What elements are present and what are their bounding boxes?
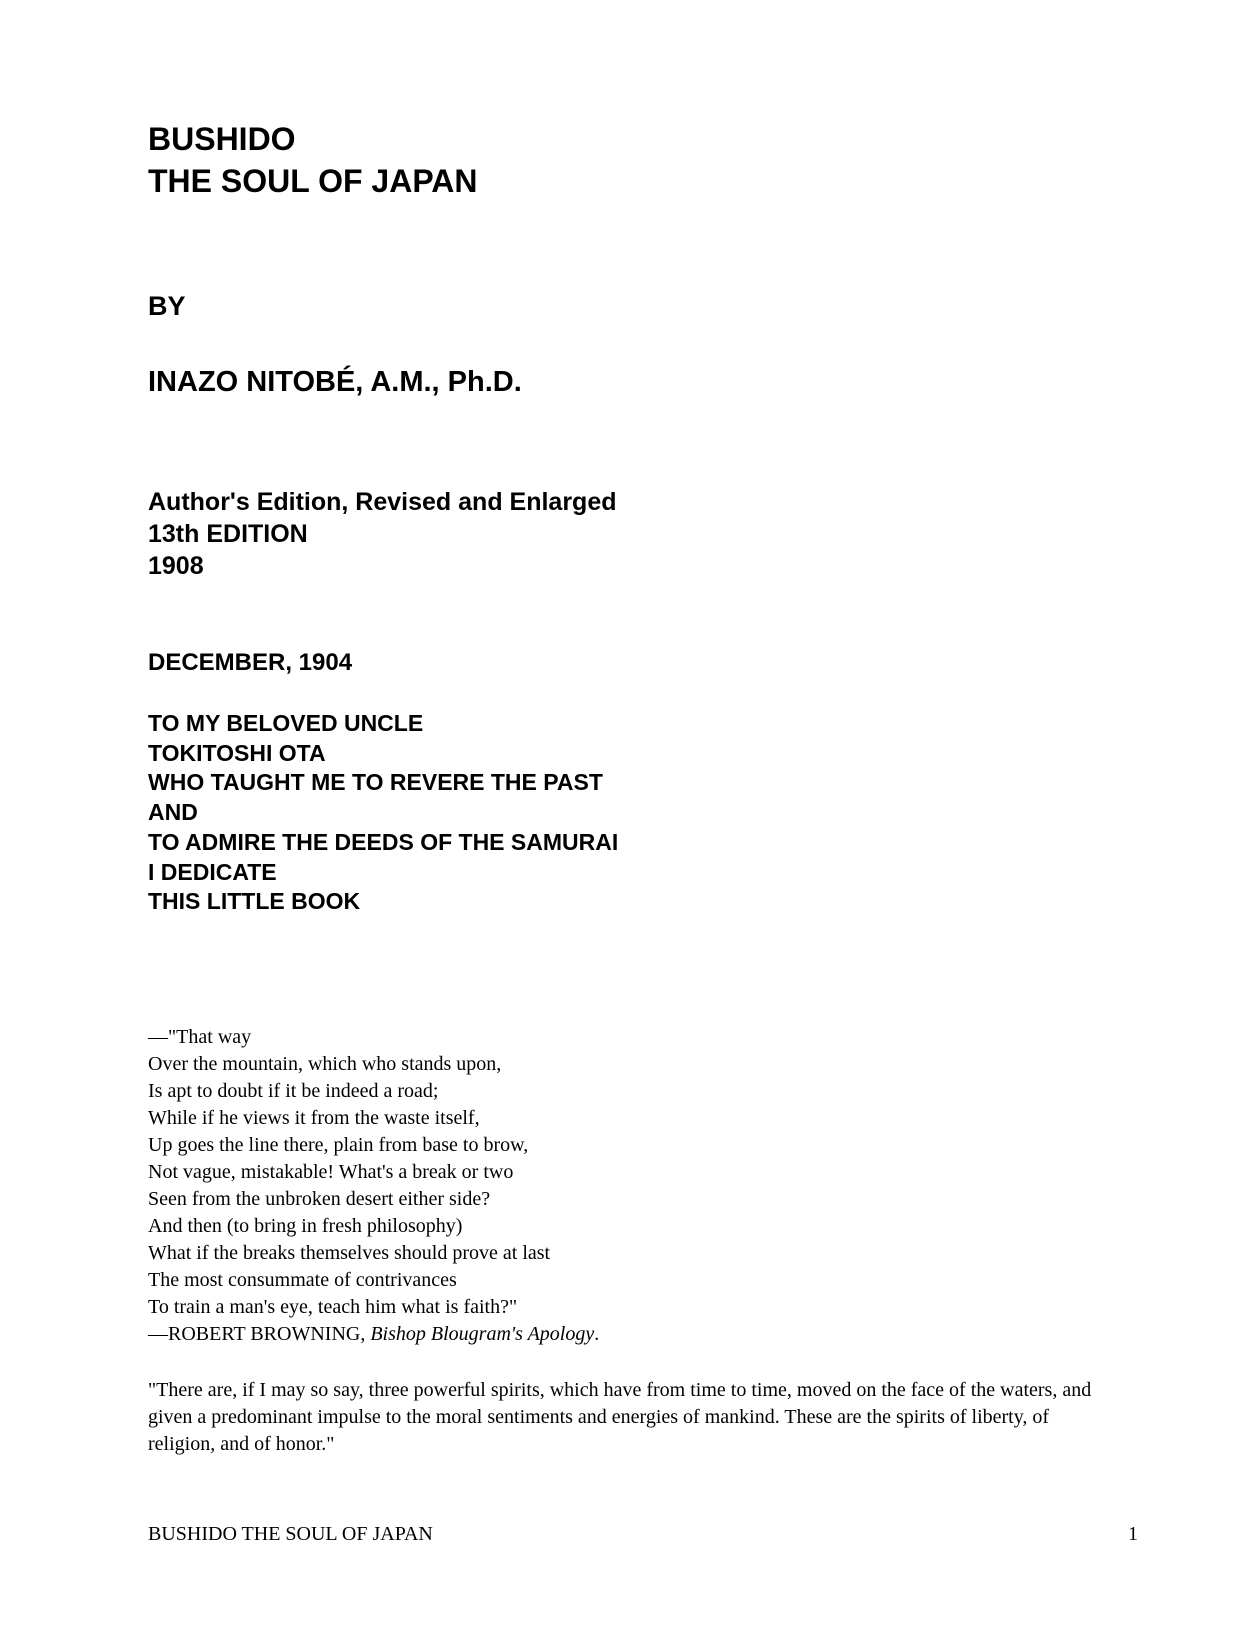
poem-line: To train a man's eye, teach him what is faith?" <box>148 1296 518 1318</box>
page-number: 1 <box>1128 1523 1138 1545</box>
edition-line-2: 13th EDITION <box>148 520 308 548</box>
poem-line: The most consummate of contrivances <box>148 1269 457 1291</box>
by-label: BY <box>148 291 186 321</box>
title-line-2: THE SOUL OF JAPAN <box>148 163 478 199</box>
author-name: INAZO NITOBÉ, A.M., Ph.D. <box>148 366 522 398</box>
edition-info <box>148 486 617 582</box>
epigraph-attribution <box>148 1321 599 1348</box>
book-title <box>148 118 478 202</box>
poem-line: Over the mountain, which who stands upon, <box>148 1053 502 1075</box>
dedication-date: DECEMBER, 1904 <box>148 649 353 676</box>
epigraph-poem <box>148 1024 599 1348</box>
attribution-period: . <box>594 1323 600 1345</box>
poem-line: What if the breaks themselves should prove at last <box>148 1242 551 1264</box>
poem-line: Not vague, mistakable! What's a break or two <box>148 1161 514 1183</box>
edition-line-3: 1908 <box>148 552 204 580</box>
poem-line: Seen from the unbroken desert either side? <box>148 1188 491 1210</box>
quote-paragraph: "There are, if I may so say, three powerful spirits, which have from time to time, moved on the face of the waters, and given a predominant impulse to the moral sentiments and energies of mankind. These are the spirits of liberty, of religion, and of honor." <box>148 1379 1092 1455</box>
dedication-line: WHO TAUGHT ME TO REVERE THE PAST <box>148 769 603 796</box>
poem-line: And then (to bring in fresh philosophy) <box>148 1215 463 1237</box>
poem-line: While if he views it from the waste itself, <box>148 1107 480 1129</box>
dedication-line: TO MY BELOVED UNCLE <box>148 710 424 736</box>
dedication-line: I DEDICATE <box>148 858 277 885</box>
poem-line: Up goes the line there, plain from base to brow, <box>148 1134 529 1156</box>
footer-running-title: BUSHIDO THE SOUL OF JAPAN <box>148 1523 433 1545</box>
attribution-author: —ROBERT BROWNING, <box>148 1323 371 1345</box>
dedication <box>148 709 618 917</box>
attribution-work: Bishop Blougram's Apology <box>370 1323 595 1345</box>
dedication-line: THIS LITTLE BOOK <box>148 888 361 915</box>
title-line-1: BUSHIDO <box>148 121 296 157</box>
poem-line: Is apt to doubt if it be indeed a road; <box>148 1080 439 1102</box>
dedication-line: TO ADMIRE THE DEEDS OF THE SAMURAI <box>148 828 619 855</box>
dedication-line: AND <box>148 799 198 826</box>
dedication-line: TOKITOSHI OTA <box>148 739 326 766</box>
poem-line: —"That way <box>148 1026 252 1048</box>
edition-line-1: Author's Edition, Revised and Enlarged <box>148 488 617 516</box>
